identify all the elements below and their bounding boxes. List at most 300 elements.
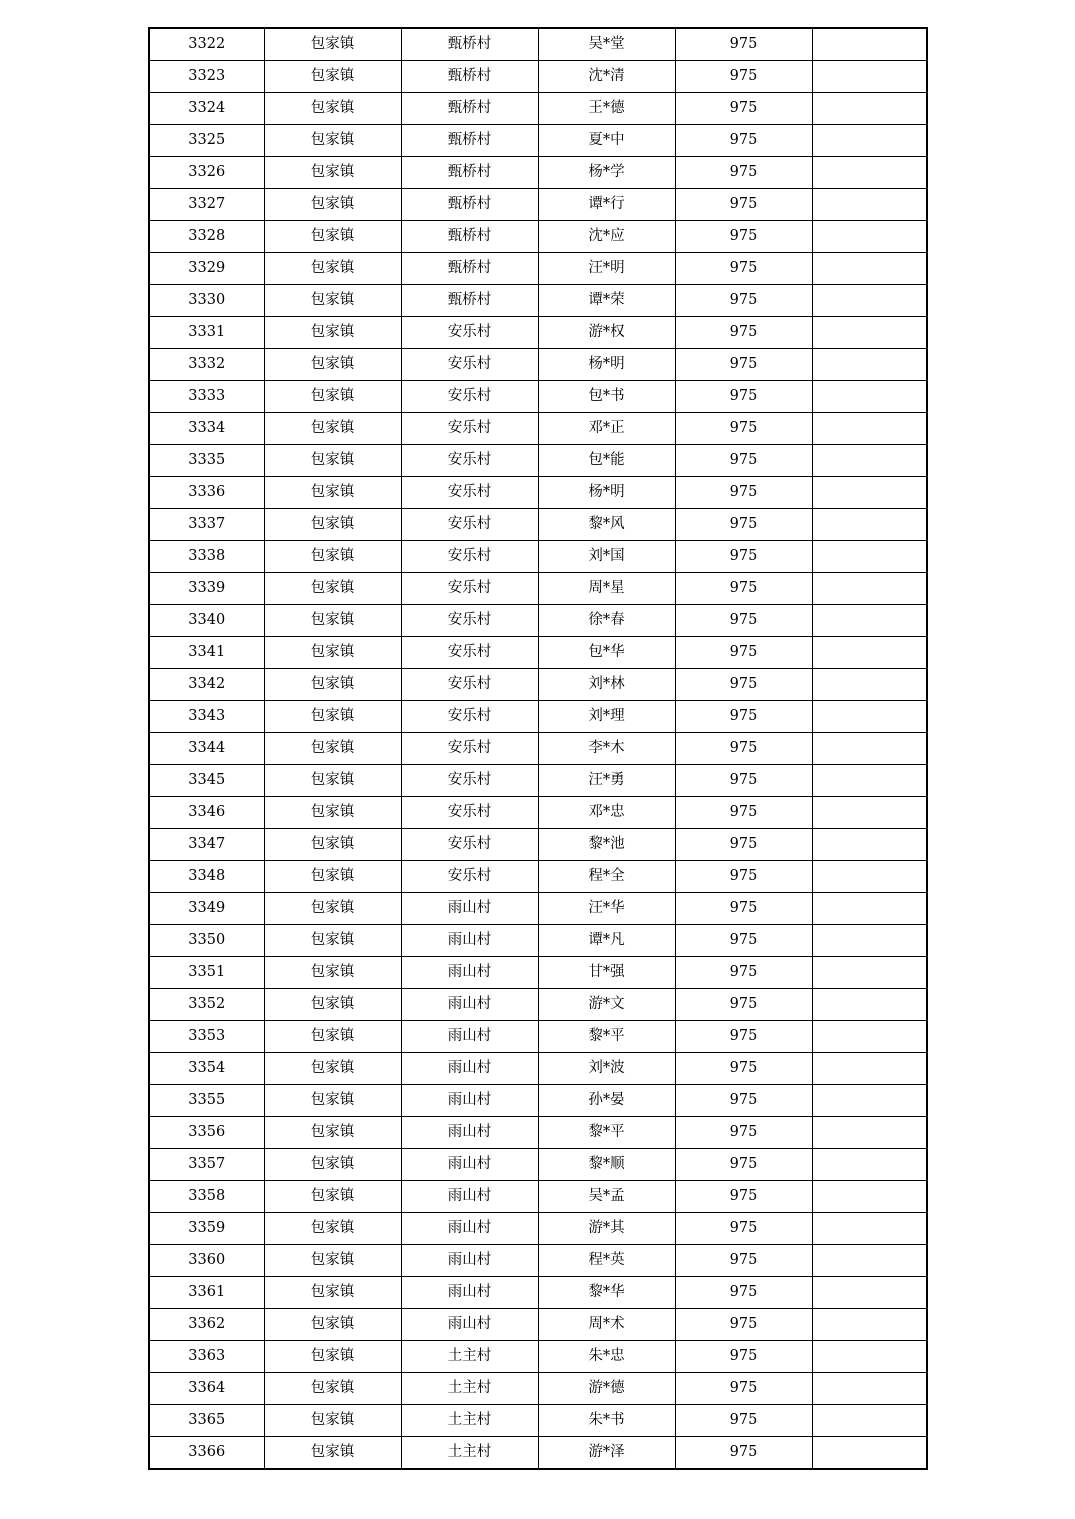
amount-cell: 975 xyxy=(675,829,812,861)
table-row xyxy=(149,445,927,477)
row-number-cell: 3326 xyxy=(149,157,264,189)
remark-cell xyxy=(812,733,927,765)
town-cell: 包家镇 xyxy=(264,413,401,445)
village-cell: 雨山村 xyxy=(401,893,538,925)
town-cell: 包家镇 xyxy=(264,797,401,829)
amount-cell: 975 xyxy=(675,1181,812,1213)
remark-cell xyxy=(812,509,927,541)
remark-cell xyxy=(812,701,927,733)
name-cell: 夏*中 xyxy=(538,125,675,157)
village-cell: 甄桥村 xyxy=(401,221,538,253)
remark-cell xyxy=(812,1213,927,1245)
remark-cell xyxy=(812,317,927,349)
table-row xyxy=(149,829,927,861)
village-cell: 雨山村 xyxy=(401,1117,538,1149)
table-row xyxy=(149,1181,927,1213)
amount-cell: 975 xyxy=(675,669,812,701)
village-cell: 安乐村 xyxy=(401,509,538,541)
village-cell: 安乐村 xyxy=(401,573,538,605)
town-cell: 包家镇 xyxy=(264,1085,401,1117)
amount-cell: 975 xyxy=(675,541,812,573)
village-cell: 安乐村 xyxy=(401,477,538,509)
name-cell: 包*能 xyxy=(538,445,675,477)
name-cell: 谭*荣 xyxy=(538,285,675,317)
name-cell: 游*德 xyxy=(538,1373,675,1405)
village-cell: 雨山村 xyxy=(401,1181,538,1213)
table-row xyxy=(149,573,927,605)
name-cell: 程*全 xyxy=(538,861,675,893)
town-cell: 包家镇 xyxy=(264,605,401,637)
amount-cell: 975 xyxy=(675,733,812,765)
remark-cell xyxy=(812,1277,927,1309)
village-cell: 土主村 xyxy=(401,1437,538,1470)
row-number-cell: 3331 xyxy=(149,317,264,349)
amount-cell: 975 xyxy=(675,1277,812,1309)
row-number-cell: 3365 xyxy=(149,1405,264,1437)
amount-cell: 975 xyxy=(675,1405,812,1437)
remark-cell xyxy=(812,925,927,957)
table-row xyxy=(149,989,927,1021)
amount-cell: 975 xyxy=(675,1373,812,1405)
town-cell: 包家镇 xyxy=(264,1117,401,1149)
remark-cell xyxy=(812,157,927,189)
table-row xyxy=(149,157,927,189)
amount-cell: 975 xyxy=(675,413,812,445)
remark-cell xyxy=(812,605,927,637)
row-number-cell: 3343 xyxy=(149,701,264,733)
amount-cell: 975 xyxy=(675,445,812,477)
village-cell: 甄桥村 xyxy=(401,93,538,125)
amount-cell: 975 xyxy=(675,349,812,381)
row-number-cell: 3334 xyxy=(149,413,264,445)
row-number-cell: 3323 xyxy=(149,61,264,93)
name-cell: 甘*强 xyxy=(538,957,675,989)
town-cell: 包家镇 xyxy=(264,637,401,669)
name-cell: 黎*风 xyxy=(538,509,675,541)
village-cell: 安乐村 xyxy=(401,413,538,445)
name-cell: 刘*国 xyxy=(538,541,675,573)
amount-cell: 975 xyxy=(675,925,812,957)
town-cell: 包家镇 xyxy=(264,509,401,541)
table-row xyxy=(149,125,927,157)
table-row xyxy=(149,1437,927,1470)
name-cell: 黎*池 xyxy=(538,829,675,861)
town-cell: 包家镇 xyxy=(264,1149,401,1181)
table-row xyxy=(149,733,927,765)
remark-cell xyxy=(812,61,927,93)
table-row xyxy=(149,93,927,125)
village-cell: 安乐村 xyxy=(401,605,538,637)
table-row xyxy=(149,861,927,893)
remark-cell xyxy=(812,1245,927,1277)
town-cell: 包家镇 xyxy=(264,349,401,381)
table-row xyxy=(149,1149,927,1181)
row-number-cell: 3362 xyxy=(149,1309,264,1341)
row-number-cell: 3341 xyxy=(149,637,264,669)
table-row xyxy=(149,605,927,637)
row-number-cell: 3322 xyxy=(149,28,264,61)
table-row xyxy=(149,797,927,829)
row-number-cell: 3358 xyxy=(149,1181,264,1213)
remark-cell xyxy=(812,669,927,701)
table-row xyxy=(149,1373,927,1405)
village-cell: 雨山村 xyxy=(401,1085,538,1117)
village-cell: 安乐村 xyxy=(401,733,538,765)
amount-cell: 975 xyxy=(675,573,812,605)
amount-cell: 975 xyxy=(675,893,812,925)
amount-cell: 975 xyxy=(675,61,812,93)
town-cell: 包家镇 xyxy=(264,541,401,573)
name-cell: 吴*孟 xyxy=(538,1181,675,1213)
remark-cell xyxy=(812,1053,927,1085)
row-number-cell: 3328 xyxy=(149,221,264,253)
table-row xyxy=(149,1213,927,1245)
row-number-cell: 3353 xyxy=(149,1021,264,1053)
town-cell: 包家镇 xyxy=(264,861,401,893)
amount-cell: 975 xyxy=(675,1149,812,1181)
town-cell: 包家镇 xyxy=(264,893,401,925)
amount-cell: 975 xyxy=(675,253,812,285)
amount-cell: 975 xyxy=(675,1309,812,1341)
town-cell: 包家镇 xyxy=(264,157,401,189)
village-cell: 安乐村 xyxy=(401,349,538,381)
name-cell: 黎*平 xyxy=(538,1021,675,1053)
remark-cell xyxy=(812,1117,927,1149)
remark-cell xyxy=(812,1149,927,1181)
town-cell: 包家镇 xyxy=(264,285,401,317)
row-number-cell: 3354 xyxy=(149,1053,264,1085)
amount-cell: 975 xyxy=(675,989,812,1021)
town-cell: 包家镇 xyxy=(264,1181,401,1213)
remark-cell xyxy=(812,541,927,573)
amount-cell: 975 xyxy=(675,605,812,637)
table-row xyxy=(149,285,927,317)
town-cell: 包家镇 xyxy=(264,1309,401,1341)
row-number-cell: 3361 xyxy=(149,1277,264,1309)
village-cell: 安乐村 xyxy=(401,701,538,733)
name-cell: 杨*学 xyxy=(538,157,675,189)
name-cell: 汪*明 xyxy=(538,253,675,285)
village-cell: 安乐村 xyxy=(401,765,538,797)
row-number-cell: 3356 xyxy=(149,1117,264,1149)
amount-cell: 975 xyxy=(675,157,812,189)
amount-cell: 975 xyxy=(675,317,812,349)
row-number-cell: 3336 xyxy=(149,477,264,509)
row-number-cell: 3345 xyxy=(149,765,264,797)
table-row xyxy=(149,477,927,509)
village-cell: 甄桥村 xyxy=(401,253,538,285)
town-cell: 包家镇 xyxy=(264,1021,401,1053)
table-row xyxy=(149,1085,927,1117)
remark-cell xyxy=(812,1085,927,1117)
name-cell: 谭*行 xyxy=(538,189,675,221)
town-cell: 包家镇 xyxy=(264,125,401,157)
row-number-cell: 3327 xyxy=(149,189,264,221)
amount-cell: 975 xyxy=(675,957,812,989)
name-cell: 孙*晏 xyxy=(538,1085,675,1117)
remark-cell xyxy=(812,413,927,445)
village-cell: 雨山村 xyxy=(401,1021,538,1053)
remark-cell xyxy=(812,1341,927,1373)
amount-cell: 975 xyxy=(675,701,812,733)
row-number-cell: 3347 xyxy=(149,829,264,861)
remark-cell xyxy=(812,381,927,413)
name-cell: 谭*凡 xyxy=(538,925,675,957)
table-row xyxy=(149,509,927,541)
name-cell: 游*其 xyxy=(538,1213,675,1245)
amount-cell: 975 xyxy=(675,93,812,125)
remark-cell xyxy=(812,637,927,669)
row-number-cell: 3342 xyxy=(149,669,264,701)
town-cell: 包家镇 xyxy=(264,381,401,413)
village-cell: 甄桥村 xyxy=(401,28,538,61)
name-cell: 包*书 xyxy=(538,381,675,413)
remark-cell xyxy=(812,477,927,509)
row-number-cell: 3351 xyxy=(149,957,264,989)
remark-cell xyxy=(812,349,927,381)
row-number-cell: 3348 xyxy=(149,861,264,893)
remark-cell xyxy=(812,1021,927,1053)
remark-cell xyxy=(812,253,927,285)
remark-cell xyxy=(812,829,927,861)
name-cell: 黎*华 xyxy=(538,1277,675,1309)
amount-cell: 975 xyxy=(675,285,812,317)
town-cell: 包家镇 xyxy=(264,1245,401,1277)
name-cell: 黎*平 xyxy=(538,1117,675,1149)
remark-cell xyxy=(812,893,927,925)
village-cell: 安乐村 xyxy=(401,829,538,861)
village-cell: 土主村 xyxy=(401,1373,538,1405)
village-cell: 雨山村 xyxy=(401,989,538,1021)
town-cell: 包家镇 xyxy=(264,253,401,285)
town-cell: 包家镇 xyxy=(264,1053,401,1085)
remark-cell xyxy=(812,125,927,157)
row-number-cell: 3338 xyxy=(149,541,264,573)
town-cell: 包家镇 xyxy=(264,221,401,253)
table-row xyxy=(149,1245,927,1277)
amount-cell: 975 xyxy=(675,797,812,829)
row-number-cell: 3355 xyxy=(149,1085,264,1117)
name-cell: 黎*顺 xyxy=(538,1149,675,1181)
village-cell: 雨山村 xyxy=(401,1277,538,1309)
table-row xyxy=(149,669,927,701)
town-cell: 包家镇 xyxy=(264,829,401,861)
row-number-cell: 3364 xyxy=(149,1373,264,1405)
town-cell: 包家镇 xyxy=(264,957,401,989)
amount-cell: 975 xyxy=(675,477,812,509)
row-number-cell: 3363 xyxy=(149,1341,264,1373)
table-row xyxy=(149,221,927,253)
town-cell: 包家镇 xyxy=(264,1213,401,1245)
table-row xyxy=(149,637,927,669)
remark-cell xyxy=(812,989,927,1021)
village-cell: 安乐村 xyxy=(401,797,538,829)
name-cell: 汪*华 xyxy=(538,893,675,925)
amount-cell: 975 xyxy=(675,28,812,61)
name-cell: 程*英 xyxy=(538,1245,675,1277)
remark-cell xyxy=(812,221,927,253)
row-number-cell: 3337 xyxy=(149,509,264,541)
village-cell: 安乐村 xyxy=(401,637,538,669)
table-row xyxy=(149,1053,927,1085)
amount-cell: 975 xyxy=(675,1213,812,1245)
name-cell: 游*权 xyxy=(538,317,675,349)
amount-cell: 975 xyxy=(675,509,812,541)
row-number-cell: 3350 xyxy=(149,925,264,957)
row-number-cell: 3329 xyxy=(149,253,264,285)
village-cell: 甄桥村 xyxy=(401,189,538,221)
table-row xyxy=(149,701,927,733)
table-row xyxy=(149,253,927,285)
town-cell: 包家镇 xyxy=(264,733,401,765)
town-cell: 包家镇 xyxy=(264,1277,401,1309)
village-cell: 雨山村 xyxy=(401,1053,538,1085)
name-cell: 邓*忠 xyxy=(538,797,675,829)
village-cell: 安乐村 xyxy=(401,669,538,701)
remark-cell xyxy=(812,445,927,477)
name-cell: 汪*勇 xyxy=(538,765,675,797)
name-cell: 刘*理 xyxy=(538,701,675,733)
table-row xyxy=(149,317,927,349)
name-cell: 周*星 xyxy=(538,573,675,605)
town-cell: 包家镇 xyxy=(264,477,401,509)
table-row xyxy=(149,893,927,925)
name-cell: 徐*春 xyxy=(538,605,675,637)
row-number-cell: 3339 xyxy=(149,573,264,605)
name-cell: 沈*应 xyxy=(538,221,675,253)
remark-cell xyxy=(812,189,927,221)
remark-cell xyxy=(812,1309,927,1341)
town-cell: 包家镇 xyxy=(264,1341,401,1373)
village-cell: 雨山村 xyxy=(401,1149,538,1181)
beneficiary-table xyxy=(148,27,928,1470)
village-cell: 雨山村 xyxy=(401,1309,538,1341)
name-cell: 王*德 xyxy=(538,93,675,125)
table-row xyxy=(149,1117,927,1149)
table-row xyxy=(149,28,927,61)
table-row xyxy=(149,1277,927,1309)
table-row xyxy=(149,925,927,957)
row-number-cell: 3333 xyxy=(149,381,264,413)
row-number-cell: 3324 xyxy=(149,93,264,125)
name-cell: 杨*明 xyxy=(538,349,675,381)
row-number-cell: 3332 xyxy=(149,349,264,381)
name-cell: 沈*清 xyxy=(538,61,675,93)
remark-cell xyxy=(812,765,927,797)
table-row xyxy=(149,61,927,93)
town-cell: 包家镇 xyxy=(264,317,401,349)
row-number-cell: 3335 xyxy=(149,445,264,477)
name-cell: 包*华 xyxy=(538,637,675,669)
name-cell: 刘*波 xyxy=(538,1053,675,1085)
village-cell: 雨山村 xyxy=(401,957,538,989)
row-number-cell: 3344 xyxy=(149,733,264,765)
town-cell: 包家镇 xyxy=(264,573,401,605)
remark-cell xyxy=(812,957,927,989)
table-row xyxy=(149,957,927,989)
village-cell: 土主村 xyxy=(401,1341,538,1373)
table-row xyxy=(149,1309,927,1341)
town-cell: 包家镇 xyxy=(264,1373,401,1405)
amount-cell: 975 xyxy=(675,1437,812,1470)
village-cell: 安乐村 xyxy=(401,861,538,893)
remark-cell xyxy=(812,861,927,893)
town-cell: 包家镇 xyxy=(264,1405,401,1437)
amount-cell: 975 xyxy=(675,1021,812,1053)
name-cell: 游*文 xyxy=(538,989,675,1021)
table-row xyxy=(149,541,927,573)
village-cell: 甄桥村 xyxy=(401,125,538,157)
village-cell: 甄桥村 xyxy=(401,61,538,93)
name-cell: 吴*堂 xyxy=(538,28,675,61)
table-row xyxy=(149,1021,927,1053)
village-cell: 甄桥村 xyxy=(401,285,538,317)
town-cell: 包家镇 xyxy=(264,93,401,125)
name-cell: 李*木 xyxy=(538,733,675,765)
row-number-cell: 3330 xyxy=(149,285,264,317)
row-number-cell: 3366 xyxy=(149,1437,264,1470)
row-number-cell: 3359 xyxy=(149,1213,264,1245)
town-cell: 包家镇 xyxy=(264,925,401,957)
town-cell: 包家镇 xyxy=(264,701,401,733)
town-cell: 包家镇 xyxy=(264,765,401,797)
town-cell: 包家镇 xyxy=(264,61,401,93)
amount-cell: 975 xyxy=(675,1085,812,1117)
amount-cell: 975 xyxy=(675,381,812,413)
name-cell: 邓*正 xyxy=(538,413,675,445)
row-number-cell: 3325 xyxy=(149,125,264,157)
row-number-cell: 3340 xyxy=(149,605,264,637)
table-row xyxy=(149,349,927,381)
amount-cell: 975 xyxy=(675,1117,812,1149)
town-cell: 包家镇 xyxy=(264,189,401,221)
village-cell: 安乐村 xyxy=(401,381,538,413)
amount-cell: 975 xyxy=(675,765,812,797)
village-cell: 雨山村 xyxy=(401,1245,538,1277)
village-cell: 雨山村 xyxy=(401,1213,538,1245)
amount-cell: 975 xyxy=(675,861,812,893)
amount-cell: 975 xyxy=(675,189,812,221)
amount-cell: 975 xyxy=(675,1341,812,1373)
row-number-cell: 3346 xyxy=(149,797,264,829)
remark-cell xyxy=(812,93,927,125)
row-number-cell: 3349 xyxy=(149,893,264,925)
row-number-cell: 3360 xyxy=(149,1245,264,1277)
remark-cell xyxy=(812,573,927,605)
name-cell: 游*泽 xyxy=(538,1437,675,1470)
town-cell: 包家镇 xyxy=(264,1437,401,1470)
name-cell: 朱*书 xyxy=(538,1405,675,1437)
village-cell: 安乐村 xyxy=(401,445,538,477)
amount-cell: 975 xyxy=(675,637,812,669)
name-cell: 杨*明 xyxy=(538,477,675,509)
village-cell: 雨山村 xyxy=(401,925,538,957)
village-cell: 安乐村 xyxy=(401,541,538,573)
table-row xyxy=(149,765,927,797)
amount-cell: 975 xyxy=(675,1053,812,1085)
table-row xyxy=(149,189,927,221)
name-cell: 刘*林 xyxy=(538,669,675,701)
remark-cell xyxy=(812,1181,927,1213)
row-number-cell: 3357 xyxy=(149,1149,264,1181)
remark-cell xyxy=(812,1405,927,1437)
row-number-cell: 3352 xyxy=(149,989,264,1021)
name-cell: 周*术 xyxy=(538,1309,675,1341)
table-row xyxy=(149,1341,927,1373)
remark-cell xyxy=(812,1437,927,1470)
village-cell: 甄桥村 xyxy=(401,157,538,189)
table-body xyxy=(149,28,927,1469)
